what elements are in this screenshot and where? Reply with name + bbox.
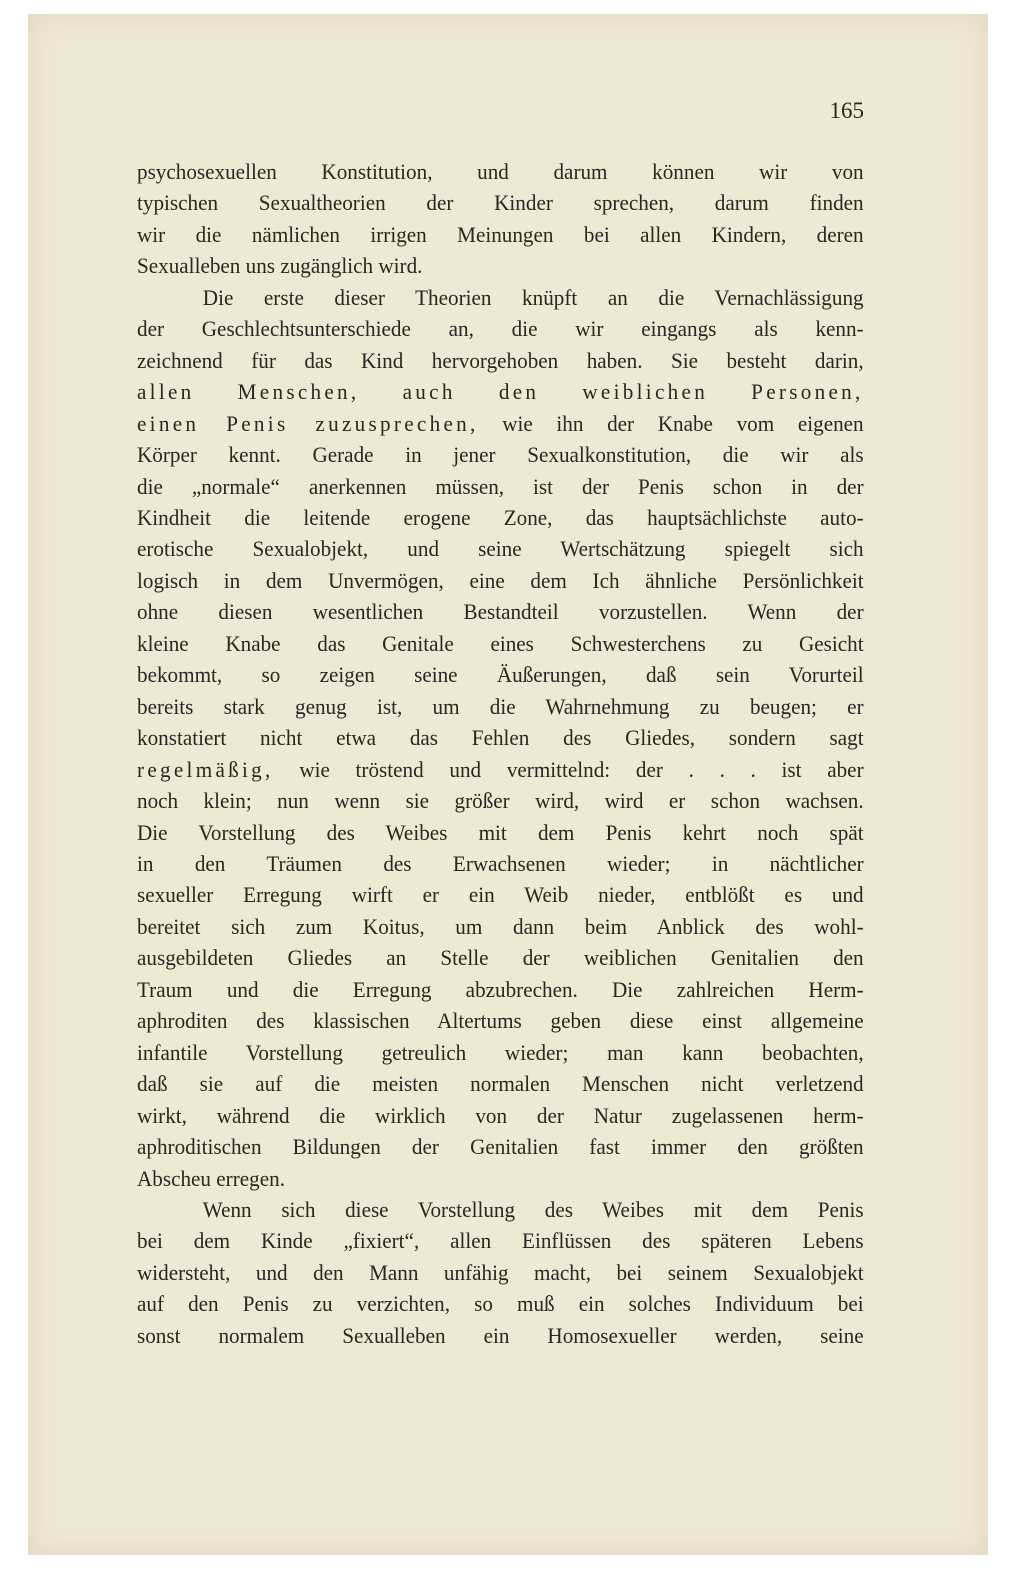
text-line bbox=[137, 408, 864, 439]
text-line bbox=[137, 596, 864, 627]
text-line bbox=[137, 1288, 864, 1319]
text-line bbox=[137, 1194, 864, 1225]
text-segment: zeichnend für das Kind hervorgehoben haben. Sie besteht darin, bbox=[137, 347, 864, 373]
spaced-emphasis-text: regelmäßig, bbox=[137, 756, 274, 782]
text-segment: infantile Vorstellung getreulich wieder; man kann beobachten, bbox=[137, 1039, 864, 1065]
text-segment: sexueller Erregung wirft er ein Weib nieder, entblößt es und bbox=[137, 882, 864, 908]
spaced-emphasis-text: allen Menschen, auch den weiblichen Personen, bbox=[137, 379, 864, 405]
text-segment: Die Vorstellung des Weibes mit dem Penis kehrt noch spät bbox=[137, 819, 864, 845]
text-segment: bei dem Kinde „fixiert“, allen Einflüssen des späteren Lebens bbox=[137, 1228, 864, 1254]
text-line bbox=[137, 219, 864, 250]
text-segment: wirkt, während die wirklich von der Natur zugelassenen herm- bbox=[137, 1102, 864, 1128]
text-segment: wir die nämlichen irrigen Meinungen bei allen Kindern, deren bbox=[137, 221, 864, 247]
text-line bbox=[137, 439, 864, 470]
text-segment: logisch in dem Unvermögen, eine dem Ich ähnliche Persönlichkeit bbox=[137, 567, 864, 593]
text-segment: ausgebildeten Gliedes an Stelle der weiblichen Genitalien den bbox=[137, 945, 864, 971]
text-segment: die „normale“ anerkennen müssen, ist der Penis schon in der bbox=[137, 473, 864, 499]
text-line bbox=[137, 974, 864, 1005]
text-segment: daß sie auf die meisten normalen Menschen nicht verletzend bbox=[137, 1071, 864, 1097]
text-line bbox=[137, 1037, 864, 1068]
text-segment: noch klein; nun wenn sie größer wird, wird er schon wachsen. bbox=[137, 788, 864, 814]
text-line bbox=[137, 502, 864, 533]
text-segment: der Geschlechtsunterschiede an, die wir eingangs als kenn- bbox=[137, 316, 864, 342]
text-line bbox=[137, 722, 864, 753]
text-line bbox=[137, 250, 864, 281]
text-line bbox=[137, 1225, 864, 1256]
text-segment: kleine Knabe das Genitale eines Schwesterchens zu Gesicht bbox=[137, 630, 864, 656]
text-segment: Abscheu erregen. bbox=[137, 1165, 285, 1191]
page-number: 165 bbox=[829, 98, 864, 123]
text-segment: in den Träumen des Erwachsenen wieder; in nächtlicher bbox=[137, 850, 864, 876]
text-line bbox=[137, 848, 864, 879]
text-segment: Wenn sich diese Vorstellung des Weibes mit dem Penis bbox=[202, 1196, 864, 1222]
text-line bbox=[137, 691, 864, 722]
text-segment: aphroditen des klassischen Altertums geben diese einst allgemeine bbox=[137, 1008, 864, 1034]
text-line bbox=[137, 1257, 864, 1288]
text-segment: aphroditischen Bildungen der Genitalien fast immer den größten bbox=[137, 1134, 864, 1160]
text-line bbox=[137, 879, 864, 910]
text-segment: bekommt, so zeigen seine Äußerungen, daß sein Vorurteil bbox=[137, 662, 864, 688]
text-segment: sonst normalem Sexualleben ein Homosexueller werden, seine bbox=[137, 1322, 864, 1348]
text-line bbox=[137, 942, 864, 973]
spaced-emphasis-text: einen Penis zuzusprechen, bbox=[137, 410, 479, 436]
text-segment: Kindheit die leitende erogene Zone, das hauptsächlichste auto- bbox=[137, 504, 864, 530]
text-segment: typischen Sexualtheorien der Kinder sprechen, darum finden bbox=[137, 190, 864, 216]
text-line bbox=[137, 1100, 864, 1131]
text-segment: wie ihn der Knabe vom eigenen bbox=[478, 410, 864, 436]
text-line bbox=[137, 1131, 864, 1162]
text-segment: Die erste dieser Theorien knüpft an die Vernachlässigung bbox=[202, 284, 864, 310]
text-line bbox=[137, 785, 864, 816]
text-line bbox=[137, 313, 864, 344]
text-line bbox=[137, 659, 864, 690]
text-line bbox=[137, 282, 864, 313]
text-line bbox=[137, 187, 864, 218]
text-segment: wie tröstend und vermittelnd: der . . . ist aber bbox=[273, 756, 864, 782]
text-line bbox=[137, 533, 864, 564]
text-segment: ohne diesen wesentlichen Bestandteil vorzustellen. Wenn der bbox=[137, 599, 864, 625]
text-line bbox=[137, 471, 864, 502]
text-segment: erotische Sexualobjekt, und seine Wertschätzung spiegelt sich bbox=[137, 536, 864, 562]
text-line bbox=[137, 565, 864, 596]
text-segment: bereitet sich zum Koitus, um dann beim Anblick des wohl- bbox=[137, 913, 864, 939]
book-page bbox=[28, 14, 988, 1555]
text-line bbox=[137, 817, 864, 848]
text-line bbox=[137, 345, 864, 376]
text-segment: konstatiert nicht etwa das Fehlen des Gliedes, sondern sagt bbox=[137, 725, 864, 751]
body-text bbox=[137, 156, 864, 1351]
text-line bbox=[137, 1320, 864, 1351]
text-line bbox=[137, 1005, 864, 1036]
text-line bbox=[137, 628, 864, 659]
text-line bbox=[137, 911, 864, 942]
text-segment: auf den Penis zu verzichten, so muß ein solches Individuum bei bbox=[137, 1291, 864, 1317]
text-segment: Sexualleben uns zugänglich wird. bbox=[137, 253, 423, 279]
text-segment: Traum und die Erregung abzubrechen. Die zahlreichen Herm- bbox=[137, 976, 864, 1002]
text-line bbox=[137, 754, 864, 785]
text-line bbox=[137, 1163, 864, 1194]
text-line bbox=[137, 156, 864, 187]
text-line bbox=[137, 1068, 864, 1099]
text-line bbox=[137, 376, 864, 407]
text-segment: Körper kennt. Gerade in jener Sexualkonstitution, die wir als bbox=[137, 442, 864, 468]
text-segment: widersteht, und den Mann unfähig macht, bei seinem Sexualobjekt bbox=[137, 1259, 864, 1285]
text-segment: psychosexuellen Konstitution, und darum können wir von bbox=[137, 159, 864, 184]
text-segment: bereits stark genug ist, um die Wahrnehmung zu beugen; er bbox=[137, 693, 864, 719]
